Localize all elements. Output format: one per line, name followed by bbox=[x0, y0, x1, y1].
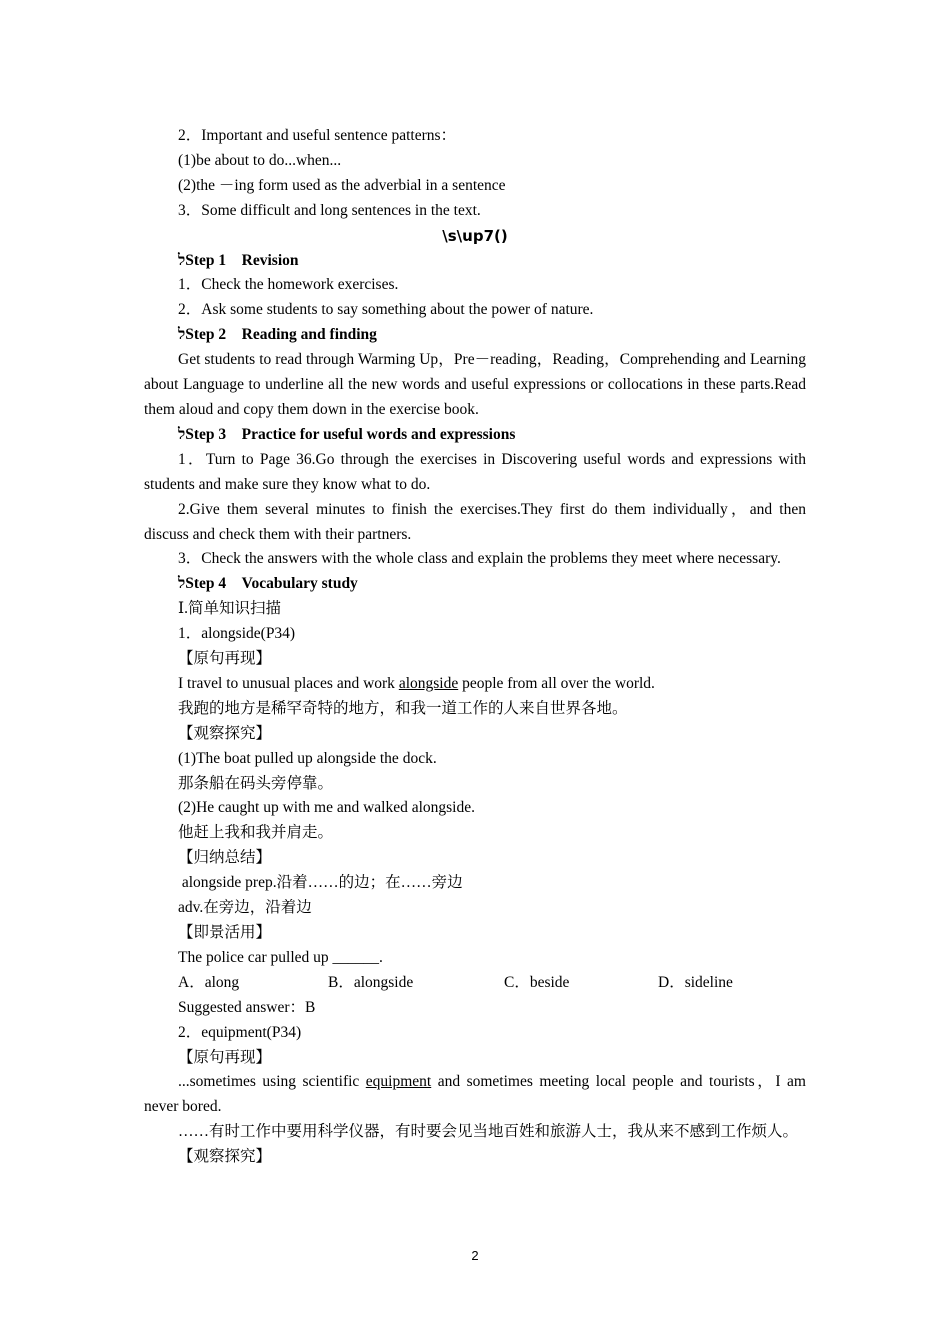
bracket-label: 【原句再现】 bbox=[178, 650, 272, 668]
bracket-label: 【观察探究】 bbox=[178, 1148, 272, 1166]
text-line: 2．Important and useful sentence patterns： bbox=[178, 127, 457, 144]
section-label: Ⅰ.简单知识扫描 bbox=[178, 600, 281, 618]
underlined-word: equipment bbox=[365, 1073, 432, 1091]
text-line: 2．Ask some students to say something about the power of nature. bbox=[178, 301, 594, 319]
text-line: (1)be about to do...when... bbox=[178, 151, 342, 169]
translation: ……有时工作中要用科学仪器，有时要会见当地百姓和旅游人士，我从来不感到工作烦人。 bbox=[178, 1123, 799, 1141]
summary-line: adv.在旁边，沿着边 bbox=[178, 899, 312, 917]
example-sentence: (1)The boat pulled up alongside the dock. bbox=[178, 749, 437, 767]
vocab-item-title: 1．alongside(P34) bbox=[178, 625, 296, 643]
bracket-label: 【观察探究】 bbox=[178, 724, 272, 742]
step-title: Step 4 Vocabulary study bbox=[185, 575, 358, 593]
sentence-part: people from all over the world. bbox=[458, 674, 655, 692]
step-title: Step 2 Reading and finding bbox=[185, 326, 377, 344]
example-sentence: (2)He caught up with me and walked alongside. bbox=[178, 799, 475, 817]
translation: 我跑的地方是稀罕奇特的地方，和我一道工作的人来自世界各地。 bbox=[178, 699, 628, 717]
step-1-heading bbox=[144, 249, 806, 274]
bullet-glyph: ל bbox=[178, 251, 186, 269]
option-a: A．along bbox=[178, 973, 240, 991]
paragraph: 1．Turn to Page 36.Go through the exercises in Discovering useful words and expressions with students and make sure they know what to do. bbox=[144, 450, 806, 493]
translation: 那条船在码头旁停靠。 bbox=[178, 774, 334, 792]
bracket-label: 【即景活用】 bbox=[178, 924, 272, 941]
step-title: Step 1 Revision bbox=[185, 251, 299, 269]
step-4-heading bbox=[144, 572, 806, 597]
original-sentence bbox=[144, 1070, 806, 1120]
section-heading-code: \s\up7() bbox=[442, 226, 508, 245]
paragraph: 3．Check the answers with the whole class and explain the problems they meet where necessary. bbox=[178, 550, 781, 568]
summary-line: alongside prep.沿着……的边；在……旁边 bbox=[178, 874, 463, 892]
bracket-label: 【原句再现】 bbox=[178, 1048, 272, 1066]
sentence-part: I travel to unusual places and work bbox=[178, 674, 399, 692]
bullet-glyph: ל bbox=[178, 575, 186, 593]
step-3-heading bbox=[144, 423, 806, 448]
bracket-label: 【归纳总结】 bbox=[178, 849, 272, 867]
page-number: 2 bbox=[471, 1248, 479, 1263]
suggested-answer: Suggested answer：B bbox=[178, 998, 316, 1016]
step-title: Step 3 Practice for useful words and expressions bbox=[185, 425, 516, 443]
option-c: C．beside bbox=[504, 973, 570, 991]
original-sentence bbox=[144, 672, 806, 697]
text-line: 1．Check the homework exercises. bbox=[178, 276, 399, 294]
translation: 他赶上我和我并肩走。 bbox=[178, 824, 334, 842]
paragraph: 2.Give them several minutes to finish the exercises.They first do them individually，and then discuss and check them with their partners. bbox=[144, 500, 806, 543]
sentence-part: and sometimes meeting local people and tourists，I am never bored. bbox=[144, 1073, 806, 1116]
page-content bbox=[144, 124, 806, 1170]
underlined-word: alongside bbox=[398, 674, 459, 692]
paragraph: Get students to read through Warming Up，Pre－reading，Reading，Comprehending and Learning about Language to underline all the new words and useful expressions or collocations in these parts.Read them aloud and copy them down in the exercise book. bbox=[144, 351, 806, 418]
sentence-part: ...sometimes using scientific bbox=[178, 1073, 366, 1091]
answer-options bbox=[144, 971, 806, 996]
text-line: (2)the －ing form used as the adverbial in a sentence bbox=[178, 176, 506, 194]
exercise-question: The police car pulled up ______. bbox=[178, 948, 383, 966]
bullet-glyph: ל bbox=[178, 326, 186, 344]
option-d: D．sideline bbox=[658, 973, 733, 991]
step-2-heading bbox=[144, 323, 806, 348]
text-line: 3．Some difficult and long sentences in the text. bbox=[178, 201, 481, 219]
vocab-item-title: 2．equipment(P34) bbox=[178, 1023, 302, 1041]
option-b: B．alongside bbox=[328, 973, 414, 991]
bullet-glyph: ל bbox=[178, 425, 186, 443]
